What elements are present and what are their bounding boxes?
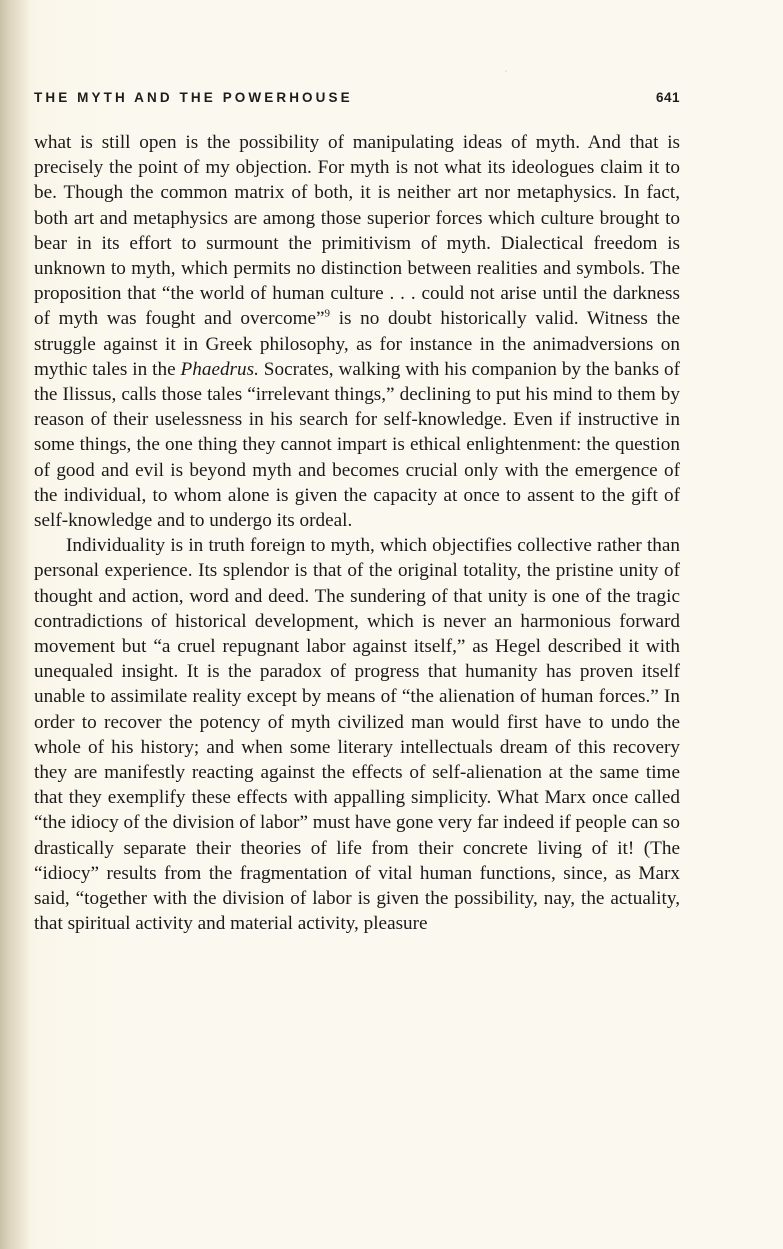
running-head: THE MYTH AND THE POWERHOUSE (34, 90, 353, 105)
page-number: 641 (655, 90, 680, 105)
italic-title: Phaedrus. (180, 358, 259, 380)
footnote-marker: 9 (324, 308, 331, 321)
paragraph-text: Individuality is in truth foreign to myth, which objectifies collective rather than personal experience. Its splendor is that of the original totality, the pristine unity of thought and action, word and deed. The sundering of that unity is one of the tragic contradictions of historical development, which is never an harmonious forward movement but “a cruel repugnant labor against itself,” as Hegel described it with unequaled insight. It is the paradox of progress that humanity has proven itself unable to assimilate reality except by means of “the alienation of human forces.” In order to recover the potency of myth civilized man would first have to undo the whole of his history; and when some literary intellectuals dream of this recovery they are manifestly reacting against the effects of self-alienation at the same time that they exemplify these effects with appalling simplicity. What Marx once called “the idiocy of the division of labor” must have gone very far indeed if people can so drastically separate their theories of life from their concrete living of it! (The “idiocy” results from the fragmentation of vital human functions, since, as Marx said, “together with the division of labor is given the possibility, nay, the actuality, that spiritual activity and material activity, pleasure (34, 535, 680, 935)
page-header (34, 90, 680, 110)
paper-speck: ′ (505, 70, 508, 80)
gutter-shadow (0, 0, 30, 1249)
paragraph-text: what is still open is the possibility of manipulating ideas of myth. And that is precisely the point of my objection. For myth is not what its ideologues claim it to be. Though the common matrix of both, it is neither art nor metaphysics. In fact, both art and metaphysics are among those superior forces which culture brought to bear in its effort to surmount the primitivism of myth. Dialectical freedom is unknown to myth, which permits no distinction between realities and symbols. The proposition that “the world of human culture . . . could not arise until the darkness of myth was fought and overcome” (34, 132, 680, 330)
body-text (34, 130, 680, 937)
paragraph (34, 533, 680, 936)
paragraph-text: Socrates, walking with his companion by the banks of the Ilissus, calls those tales “irrelevant things,” declining to put his mind to them by reason of their uselessness in his search for self-knowledge. Even if instructive in some things, the one thing they cannot impart is ethical enlightenment: the question of good and evil is beyond myth and becomes crucial only with the emergence of the individual, to whom alone is given the capacity at once to assent to the gift of self-knowledge and to undergo its ordeal. (34, 358, 680, 532)
paragraph-text: is no doubt historically valid. Witness the struggle against it in Greek philosophy, as for instance in the animadversions on mythic tales in the (34, 308, 680, 380)
paragraph (34, 130, 680, 533)
